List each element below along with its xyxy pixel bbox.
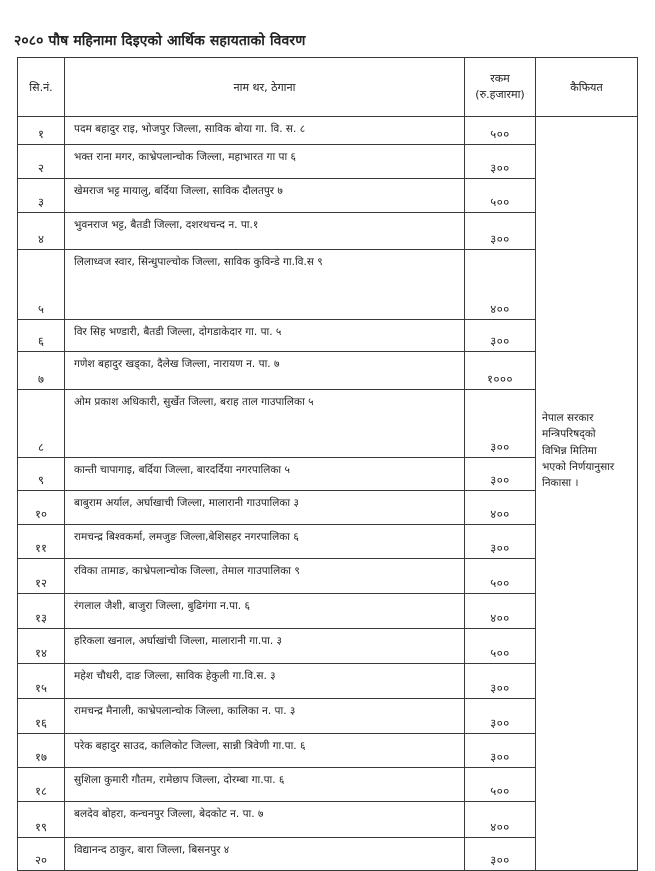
header-amount-line2: (रु.हजारमा) [475,88,525,101]
row-name-address: बाबुराम अर्याल, अर्घाखाची जिल्ला, मालारानी गाउपालिका ३ [65,491,465,525]
row-name-address: भुवनराज भट्ट, बैतडी जिल्ला, दशरथचन्द न. पा.१ [65,213,465,250]
row-serial: ९ [18,458,65,491]
header-amount-line1: रकम [490,72,510,86]
row-serial: ५ [18,250,65,320]
header-remarks: कैफियत [536,58,638,117]
row-name-address: रामचन्द्र मैनाली, काभ्रेपलान्चोक जिल्ला, कालिका न. पा. ३ [65,699,465,734]
row-serial: ११ [18,525,65,559]
row-name-address: रंगलाल जैशी, बाजुरा जिल्ला, बुढिगंगा न.पा. ६ [65,594,465,629]
row-amount: १००० [465,352,536,390]
row-serial: ८ [18,390,65,458]
row-amount: ३०० [465,320,536,352]
table-header-row [18,58,638,117]
row-name-address: विद्यानन्द ठाकुर, बारा जिल्ला, बिसनपुर ४ [65,838,465,871]
row-amount: ४०० [465,250,536,320]
row-amount: ५०० [465,179,536,213]
row-serial: १८ [18,768,65,802]
row-serial: १४ [18,629,65,664]
row-serial: ७ [18,352,65,390]
row-amount: ३०० [465,213,536,250]
aid-table [17,57,638,871]
row-serial: १० [18,491,65,525]
row-amount: ३०० [465,458,536,491]
row-name-address: पदम बहादुर राइ, भोजपुर जिल्ला, साविक बोया गा. वि. स. ८ [65,117,465,145]
row-amount: ३०० [465,734,536,768]
row-serial: १९ [18,802,65,838]
row-name-address: भक्त राना मगर, काभ्रेपलान्चोक जिल्ला, महाभारत गा पा ६ [65,145,465,179]
page-title: २०८० पौष महिनामा दिइएको आर्थिक सहायताको विवरण [14,33,306,49]
row-amount: ३०० [465,664,536,699]
row-name-address: सुशिला कुमारी गौतम, रामेछाप जिल्ला, दोरम्बा गा.पा. ६ [65,768,465,802]
row-serial: १७ [18,734,65,768]
row-amount: ५०० [465,559,536,594]
row-amount: ३०० [465,525,536,559]
row-amount: ४०० [465,594,536,629]
row-name-address: विर सिह भण्डारी, बैतडी जिल्ला, दोगडाकेदार गा. पा. ५ [65,320,465,352]
row-serial: १५ [18,664,65,699]
row-amount: ४०० [465,802,536,838]
row-amount: ५०० [465,629,536,664]
row-serial: १३ [18,594,65,629]
row-name-address: हरिकला खनाल, अर्घाखांची जिल्ला, मालारानी गा.पा. ३ [65,629,465,664]
row-name-address: खेमराज भट्ट मायालु, बर्दिया जिल्ला, साविक दौलतपुर ७ [65,179,465,213]
header-amount [465,58,536,117]
row-name-address: परेक बहादुर साउद, कालिकोट जिल्ला, सान्नी त्रिवेणी गा.पा. ६ [65,734,465,768]
row-serial: ४ [18,213,65,250]
row-name-address: ओम प्रकाश अधिकारी, सुर्खेत जिल्ला, बराह ताल गाउपालिका ५ [65,390,465,458]
row-name-address: रविका तामाङ, काभ्रेपलान्चोक जिल्ला, तेमाल गाउपालिका ९ [65,559,465,594]
row-name-address: रामचन्द्र बिश्वकर्मा, लमजुङ जिल्ला,बेशिसहर नगरपालिका ६ [65,525,465,559]
row-serial: २ [18,145,65,179]
row-serial: ६ [18,320,65,352]
row-serial: ३ [18,179,65,213]
row-amount: ३०० [465,699,536,734]
row-amount: ५०० [465,768,536,802]
table-row [18,117,638,145]
row-serial: २० [18,838,65,871]
row-name-address: लिलाध्वज स्वार, सिन्धुपाल्चोक जिल्ला, साविक कुविन्डे गा.वि.स ९ [65,250,465,320]
row-amount: ३०० [465,838,536,871]
row-name-address: कान्ती चापागाइ, बर्दिया जिल्ला, बारदर्दिया नगरपालिका ५ [65,458,465,491]
row-amount: ४०० [465,491,536,525]
row-name-address: बलदेव बोहरा, कन्चनपुर जिल्ला, बेदकोट न. पा. ७ [65,802,465,838]
row-amount: ३०० [465,390,536,458]
row-serial: १ [18,117,65,145]
row-name-address: गणेश बहादुर खड्का, दैलेख जिल्ला, नारायण न. पा. ७ [65,352,465,390]
row-name-address: महेश चौधरी, दाङ जिल्ला, साविक हेकुली गा.वि.स. ३ [65,664,465,699]
row-serial: १६ [18,699,65,734]
row-serial: १२ [18,559,65,594]
row-amount: ५०० [465,117,536,145]
header-name-address: नाम थर, ठेगाना [65,58,465,117]
remarks-cell: नेपाल सरकार मन्त्रिपरिषद्को विभिन्न मितिमा भएको निर्णयानुसार निकासा । [536,117,638,871]
row-amount: ३०० [465,145,536,179]
table-body [18,117,638,871]
header-serial: सि.नं. [18,58,65,117]
